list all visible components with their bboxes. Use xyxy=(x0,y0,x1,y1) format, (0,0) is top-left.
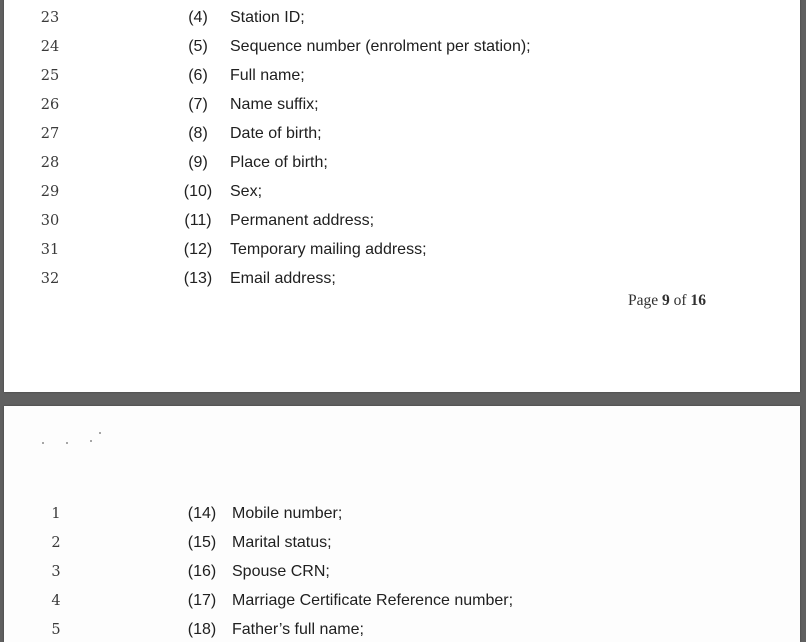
page-footer xyxy=(628,292,706,310)
list-item xyxy=(4,64,800,88)
line-number: 31 xyxy=(40,242,60,258)
line-number: 27 xyxy=(40,126,60,142)
line-number: 5 xyxy=(51,622,61,638)
line-number: 26 xyxy=(40,97,60,113)
line-number: 29 xyxy=(40,184,60,200)
list-item xyxy=(4,267,800,291)
list-item xyxy=(4,560,800,584)
page-10 xyxy=(4,406,800,642)
item-number: (9) xyxy=(188,154,208,171)
item-number: (6) xyxy=(188,67,208,84)
list-item xyxy=(4,209,800,233)
item-number: (11) xyxy=(184,212,212,229)
item-text: Sex; xyxy=(230,183,263,200)
list-item xyxy=(4,151,800,175)
scan-speck xyxy=(90,440,92,442)
line-number: 3 xyxy=(51,564,61,580)
item-number: (13) xyxy=(183,270,213,287)
scan-speck xyxy=(66,442,68,444)
item-text: Marital status; xyxy=(232,534,332,551)
item-text: Date of birth; xyxy=(230,125,322,142)
item-text: Name suffix; xyxy=(230,96,319,113)
list-item xyxy=(4,6,800,30)
item-text: Spouse CRN; xyxy=(232,563,330,580)
list-item xyxy=(4,180,800,204)
item-text: Sequence number (enrolment per station); xyxy=(230,38,531,55)
item-text: Place of birth; xyxy=(230,154,328,171)
item-number: (12) xyxy=(183,241,213,258)
item-number: (18) xyxy=(187,621,217,638)
list-item xyxy=(4,618,800,642)
scan-speck xyxy=(42,442,44,444)
item-number: (5) xyxy=(188,38,208,55)
item-number: (14) xyxy=(187,505,217,522)
page-of-label: of xyxy=(673,292,687,309)
item-number: (16) xyxy=(187,563,217,580)
line-number: 23 xyxy=(40,10,60,26)
page-9 xyxy=(4,0,800,392)
list-item xyxy=(4,35,800,59)
item-number: (8) xyxy=(188,125,208,142)
line-number: 32 xyxy=(40,271,60,287)
line-number: 4 xyxy=(51,593,61,609)
item-text: Temporary mailing address; xyxy=(230,241,427,258)
item-text: Station ID; xyxy=(230,9,305,26)
line-number: 1 xyxy=(51,506,61,522)
line-number: 2 xyxy=(51,535,61,551)
item-number: (15) xyxy=(187,534,217,551)
list-item xyxy=(4,122,800,146)
page-label: Page xyxy=(628,292,659,309)
item-number: (17) xyxy=(187,592,217,609)
scan-speck xyxy=(99,432,101,434)
item-number: (7) xyxy=(188,96,208,113)
line-number: 30 xyxy=(40,213,60,229)
list-item xyxy=(4,93,800,117)
item-text: Mobile number; xyxy=(232,505,343,522)
item-text: Father’s full name; xyxy=(232,621,364,638)
total-page-count: 16 xyxy=(690,292,706,309)
item-text: Full name; xyxy=(230,67,305,84)
item-text: Email address; xyxy=(230,270,336,287)
line-number: 24 xyxy=(40,39,60,55)
item-number: (10) xyxy=(183,183,213,200)
list-item xyxy=(4,589,800,613)
list-item xyxy=(4,531,800,555)
item-text: Marriage Certificate Reference number; xyxy=(232,592,514,609)
item-text: Permanent address; xyxy=(230,212,375,229)
line-number: 28 xyxy=(40,155,60,171)
line-number: 25 xyxy=(40,68,60,84)
list-item xyxy=(4,238,800,262)
item-number: (4) xyxy=(188,9,208,26)
current-page-number: 9 xyxy=(662,292,670,309)
list-item xyxy=(4,502,800,526)
